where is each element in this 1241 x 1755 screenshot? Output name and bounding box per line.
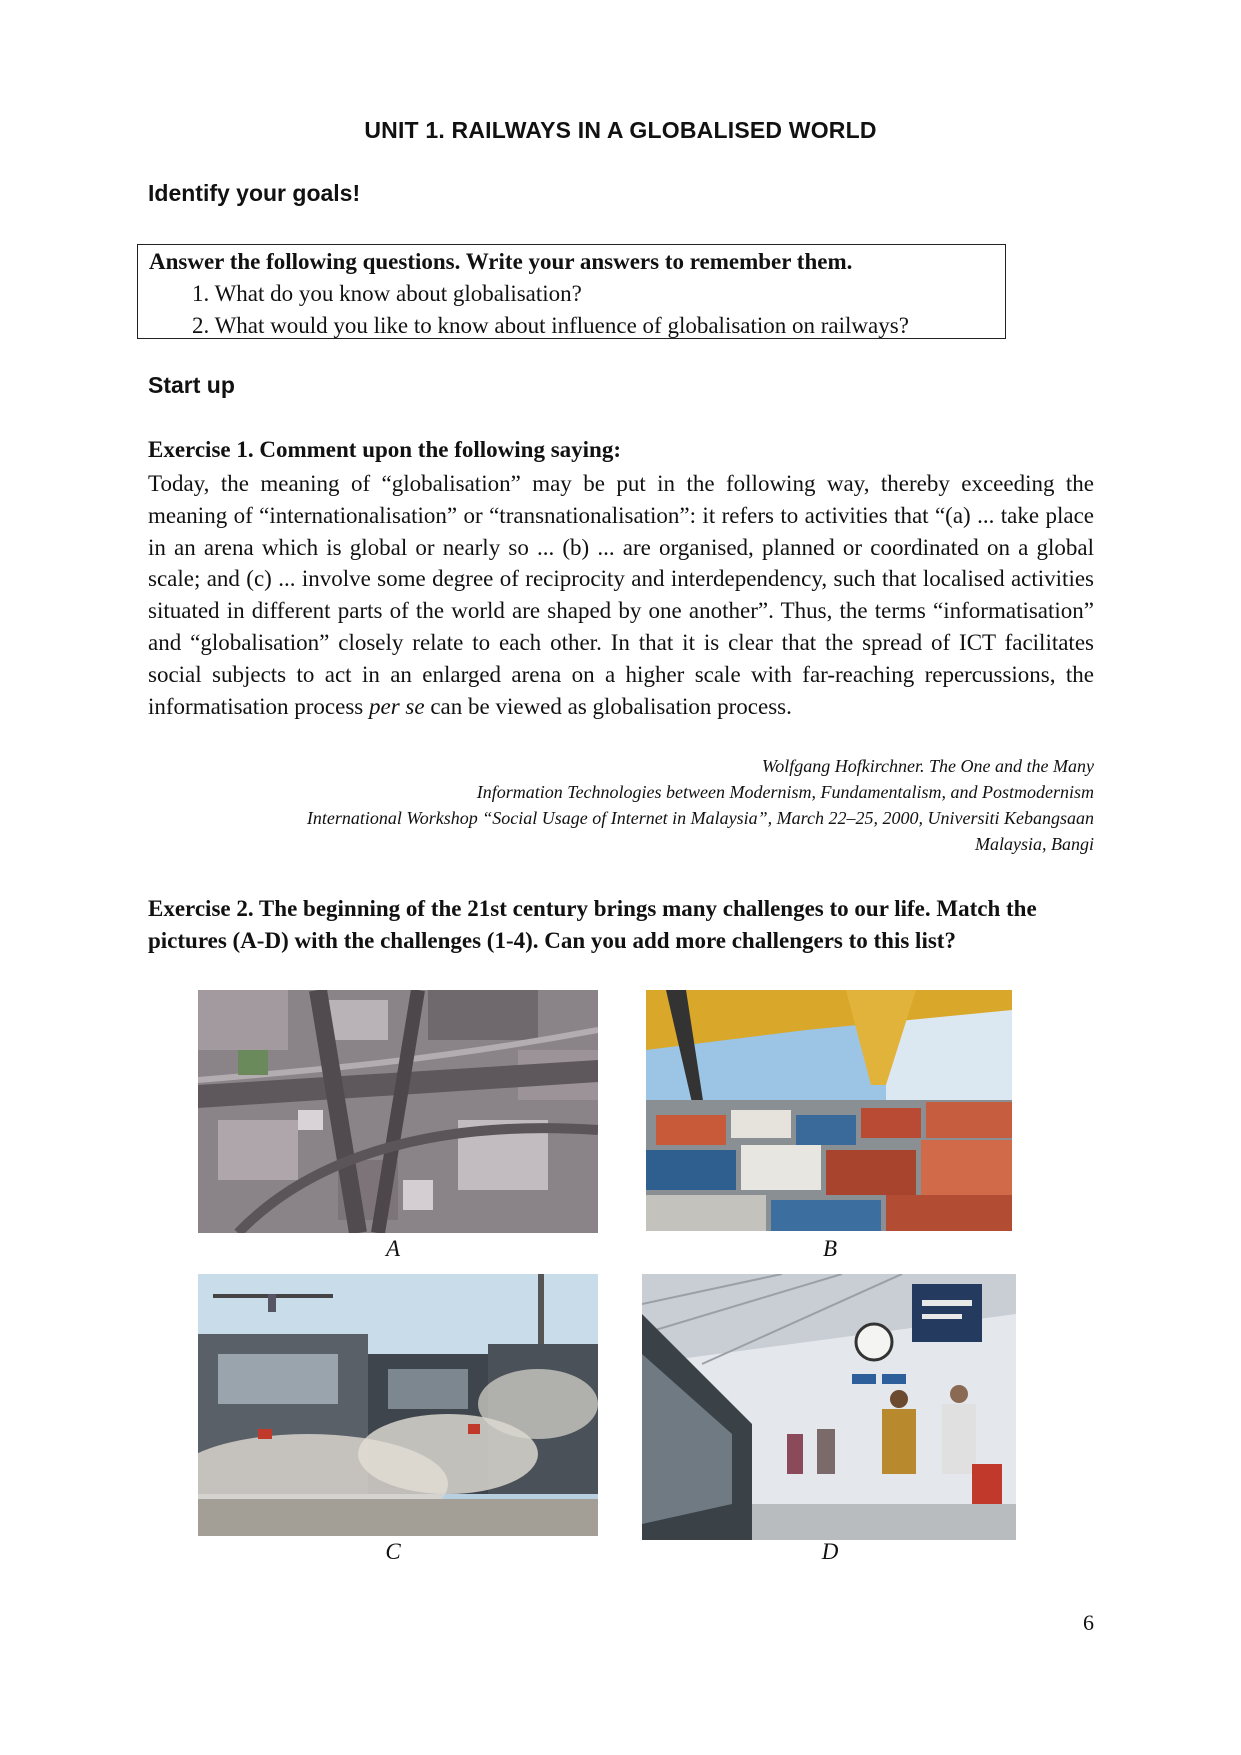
picture-b-label: B (822, 1236, 838, 1261)
goals-question-box (137, 244, 1006, 339)
goals-question: 1. What do you know about globalisation? (192, 281, 582, 306)
citation-line: Malaysia, Bangi (975, 834, 1094, 854)
goals-question: 2. What would you like to know about influence of globalisation on railways? (192, 313, 909, 338)
goals-instruction: Answer the following questions. Write your answers to remember them. (149, 249, 853, 274)
picture-c-label: C (385, 1539, 401, 1564)
picture-a-label: A (385, 1236, 401, 1261)
quote-text-end: can be viewed as globalisation process. (424, 693, 792, 719)
quote-text: Today, the meaning of “globalisation” may be put in the following way, thereby exceeding the meaning of “internationalisation” or “transnationalisation”: it refers to activities that “(a) ... take place in an arena which is global or nearly so ... (b) ... are organised, planned or coordinated on a global scale; and (c) ... involve some degree of reciprocity and interdependency, such that localised activities situated in different parts of the world are shaped by one another”. Thus, the terms “informatisation” and “globalisation” closely relate to each other. In that it is clear that the spread of ICT facilitates social subjects to act in an enlarged arena on a higher scale with far-reaching repercussions, the informatisation process (148, 471, 1094, 719)
start-up-heading: Start up (148, 372, 235, 398)
goals-heading: Identify your goals! (148, 180, 361, 206)
exercise-2-heading: Exercise 2. The beginning of the 21st century brings many challenges to our life. Match the pictures (A-D) with the challenges (1-4). Can you add more challengers to this list? (148, 896, 1037, 953)
picture-c-traffic-exhaust-photo (198, 1274, 598, 1536)
picture-b-container-port-photo (646, 990, 1012, 1231)
unit-title: UNIT 1. RAILWAYS IN A GLOBALISED WORLD (364, 117, 877, 143)
picture-d-railway-station-photo (642, 1274, 1016, 1540)
page-number: 6 (1083, 1610, 1094, 1635)
quote-citation (148, 753, 1094, 857)
exercise-1-heading: Exercise 1. Comment upon the following saying: (148, 437, 621, 462)
quote-italic-term: per se (369, 693, 425, 719)
picture-d-label: D (821, 1539, 839, 1564)
citation-line: Wolfgang Hofkirchner. The One and the Many (761, 756, 1094, 776)
citation-line: Information Technologies between Modernism, Fundamentalism, and Postmodernism (476, 782, 1094, 802)
citation-line: International Workshop “Social Usage of Internet in Malaysia”, March 22–25, 2000, Universiti Kebangsaan (306, 808, 1094, 828)
exercise-1-quote (148, 468, 1094, 722)
picture-a-aerial-city-photo (198, 990, 598, 1233)
